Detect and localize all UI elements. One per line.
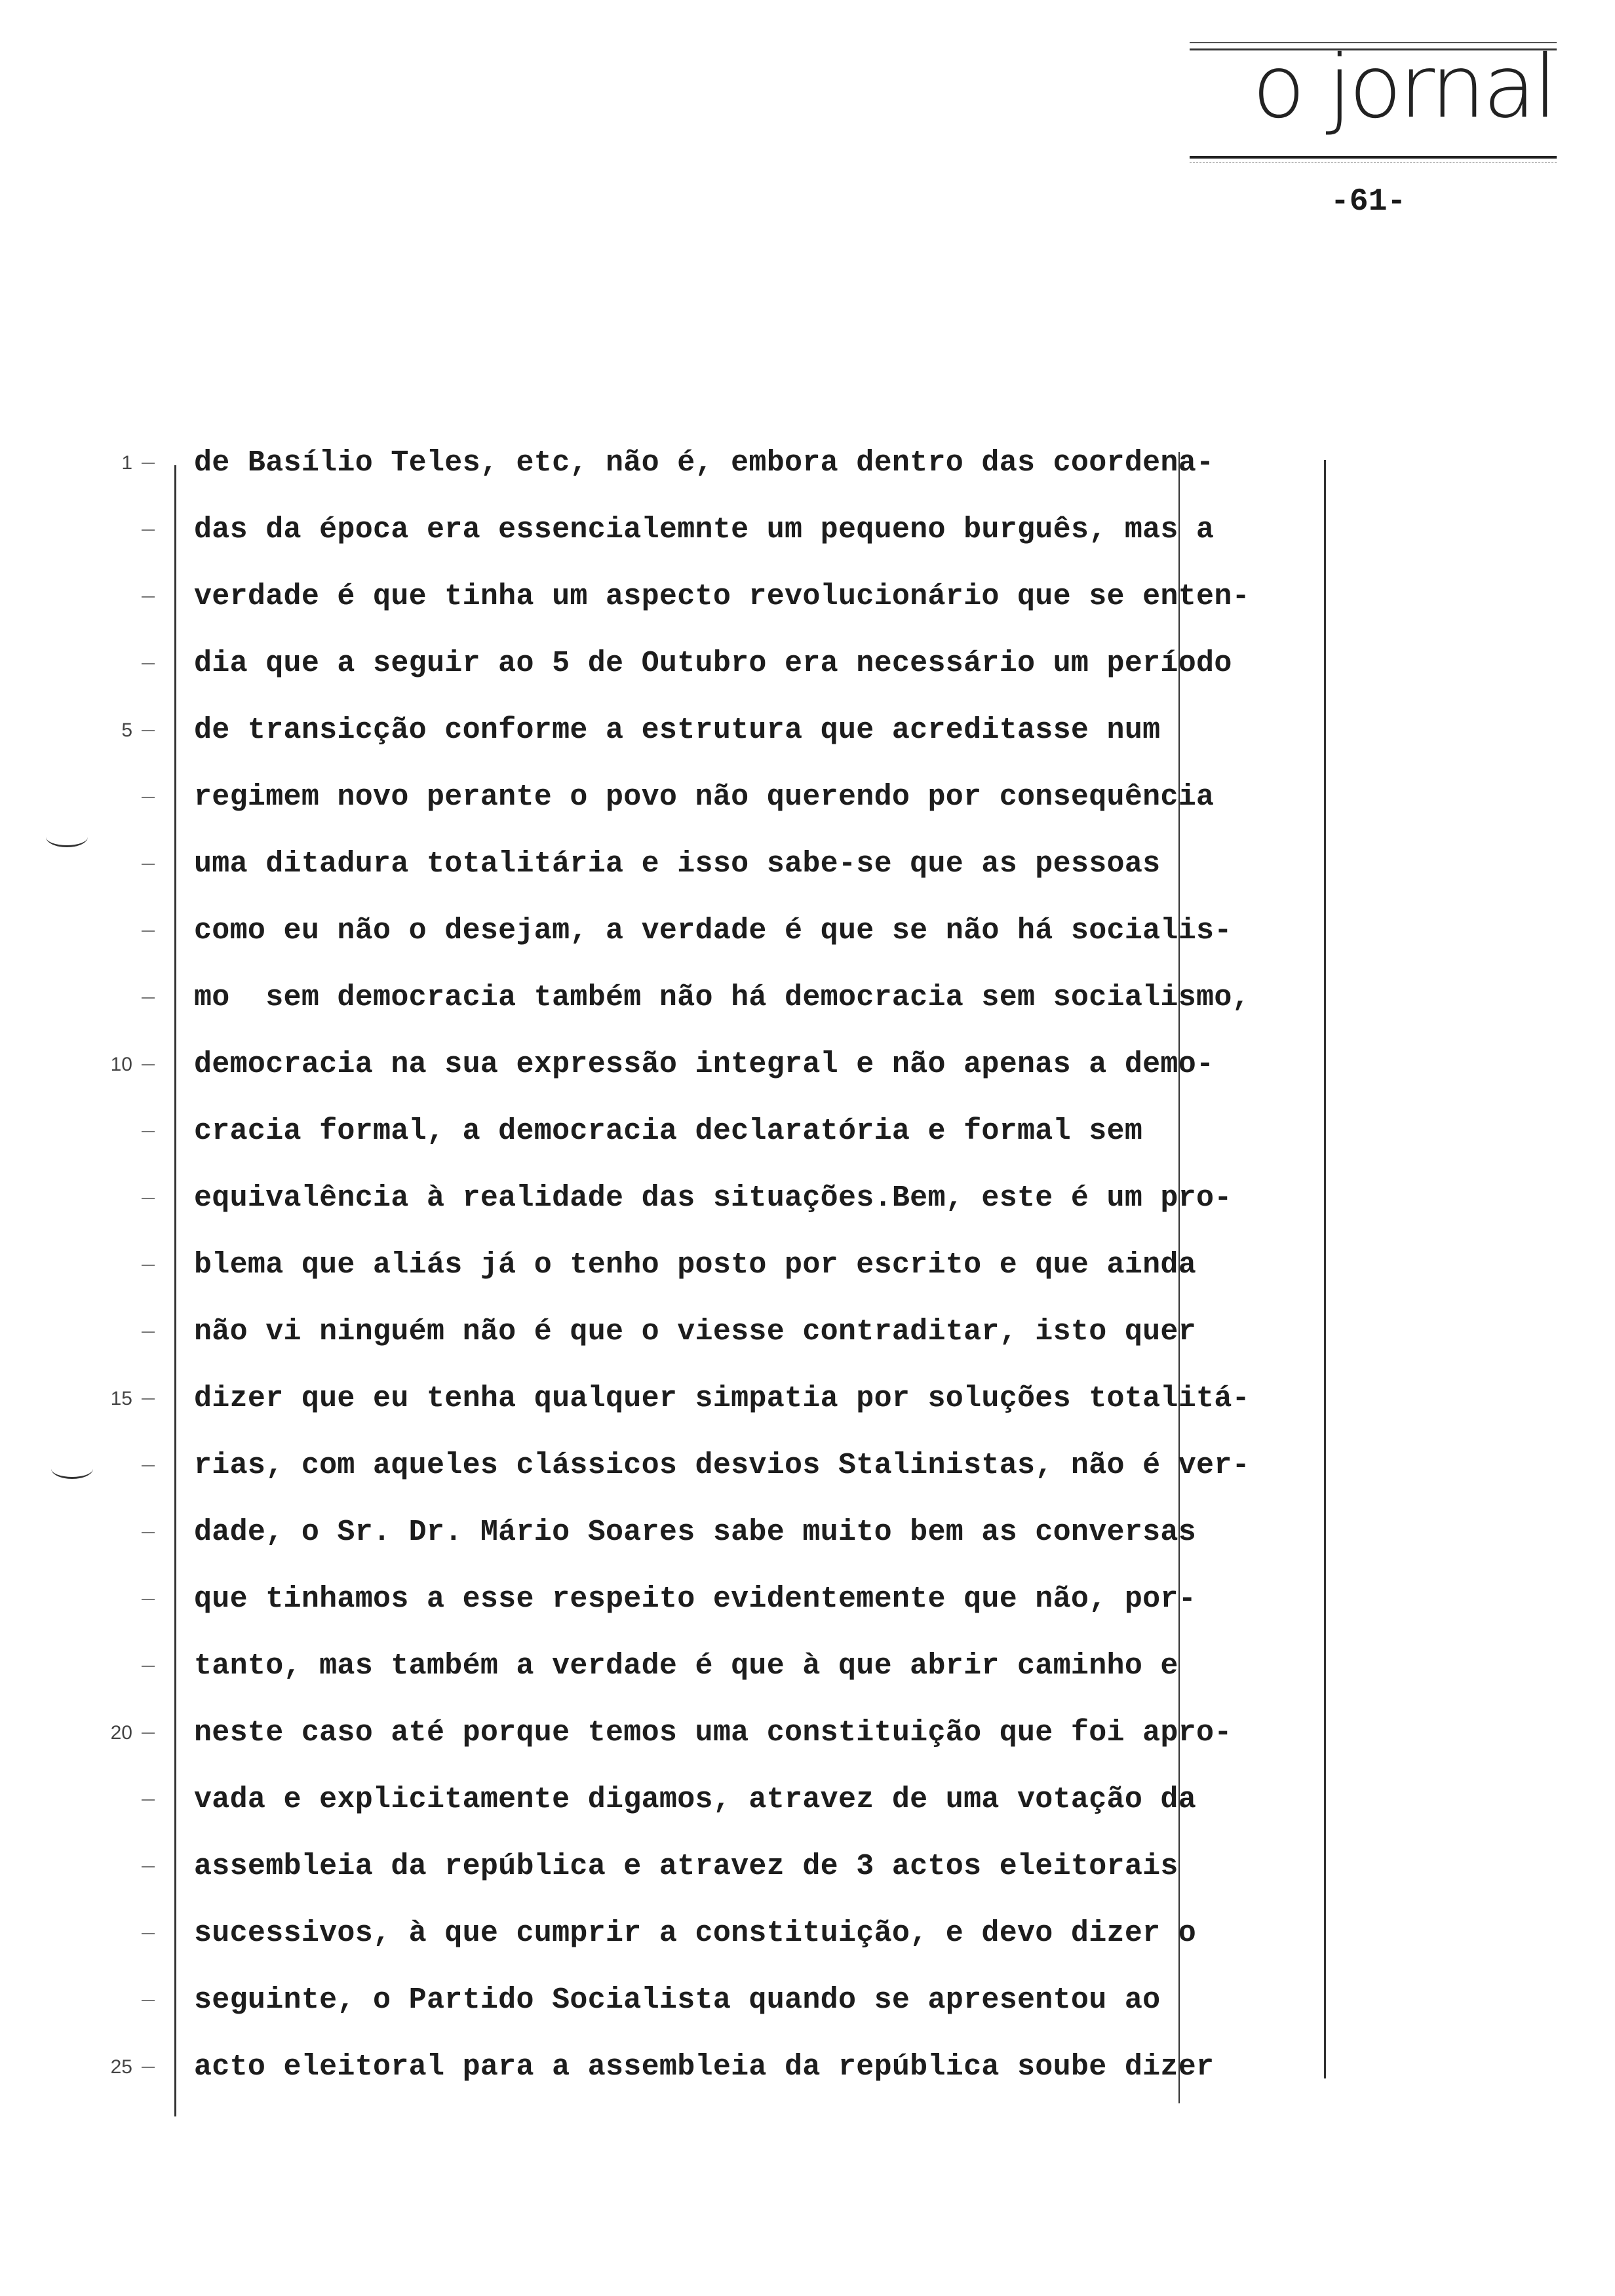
text-line: como eu não o desejam, a verdade é que se não há socialis-: [194, 914, 1232, 947]
line-tick: [142, 663, 155, 664]
line-tick: [142, 1064, 155, 1065]
line-number: 25: [110, 2056, 132, 2078]
line-number-marker: [0, 497, 155, 564]
text-line: cracia formal, a democracia declaratória e formal sem: [194, 1115, 1143, 1148]
brand-logo: o jornal: [1252, 37, 1555, 138]
line-tick: [142, 1198, 155, 1199]
text-line: mo sem democracia também não há democracia sem socialismo,: [194, 981, 1250, 1014]
line-tick: [142, 997, 155, 999]
line-tick: [142, 1732, 155, 1734]
line-tick: [142, 2000, 155, 2001]
line-number-marker: [0, 564, 155, 630]
line-tick: [142, 864, 155, 865]
line-number-marker: [0, 1700, 155, 1767]
text-line: equivalência à realidade das situações.Bem, este é um pro-: [194, 1181, 1232, 1215]
binding-mark: [46, 827, 88, 847]
line-number-marker: [0, 1767, 155, 1833]
line-number-marker: [0, 1098, 155, 1165]
text-line: dizer que eu tenha qualquer simpatia por soluções totalitá-: [194, 1382, 1250, 1415]
line-number: 15: [110, 1388, 132, 1409]
letterhead-rule-bottom: [1190, 156, 1557, 159]
line-number-marker: [0, 1366, 155, 1432]
line-tick: [142, 1398, 155, 1400]
line-tick: [142, 1866, 155, 1867]
text-line: neste caso até porque temos uma constituição que foi apro-: [194, 1716, 1232, 1750]
text-line: democracia na sua expressão integral e não apenas a demo-: [194, 1048, 1215, 1081]
line-number-marker: [0, 1900, 155, 1967]
line-number: 5: [121, 719, 132, 741]
line-tick: [142, 463, 155, 464]
text-line: sucessivos, à que cumprir a constituição, e devo dizer o: [194, 1917, 1197, 1950]
text-line: não vi ninguém não é que o viesse contraditar, isto quer: [194, 1315, 1197, 1349]
line-number-marker: [0, 1833, 155, 1900]
line-number: 10: [110, 1054, 132, 1075]
line-number-marker: [0, 430, 155, 497]
line-number: 20: [110, 1722, 132, 1744]
binding-mark: [51, 1459, 93, 1479]
text-line: rias, com aqueles clássicos desvios Stalinistas, não é ver-: [194, 1449, 1250, 1482]
text-line: assembleia da república e atravez de 3 actos eleitorais: [194, 1850, 1178, 1883]
line-number: 1: [121, 452, 132, 474]
line-number-marker: [0, 1967, 155, 2034]
text-line: tanto, mas também a verdade é que à que abrir caminho e: [194, 1649, 1178, 1683]
line-tick: [142, 1465, 155, 1466]
line-number-marker: [0, 764, 155, 831]
line-number-marker: [0, 1232, 155, 1299]
line-number-gutter: [0, 0, 170, 2296]
line-number-marker: [0, 1499, 155, 1566]
line-tick: [142, 1331, 155, 1333]
line-tick: [142, 1666, 155, 1667]
line-tick: [142, 529, 155, 531]
text-line: das da época era essencialemnte um pequeno burguês, mas a: [194, 513, 1215, 546]
line-number-marker: [0, 630, 155, 697]
line-number-marker: [0, 898, 155, 965]
line-number-marker: [0, 1299, 155, 1366]
line-number-marker: [0, 1566, 155, 1633]
left-margin-rule: [174, 465, 176, 2116]
line-number-marker: [0, 1031, 155, 1098]
line-tick: [142, 1933, 155, 1934]
text-line: dade, o Sr. Dr. Mário Soares sabe muito bem as conversas: [194, 1516, 1197, 1549]
text-line: acto eleitoral para a assembleia da república soube dizer: [194, 2050, 1215, 2084]
text-line: uma ditadura totalitária e isso sabe-se que as pessoas: [194, 847, 1161, 881]
page-number: -61-: [1331, 184, 1407, 220]
line-tick: [142, 730, 155, 731]
text-line: de transicção conforme a estrutura que acreditasse num: [194, 714, 1161, 747]
text-line: verdade é que tinha um aspecto revolucionário que se enten-: [194, 580, 1250, 613]
line-tick: [142, 1599, 155, 1600]
line-tick: [142, 1131, 155, 1132]
line-number-marker: [0, 2034, 155, 2101]
text-line: vada e explicitamente digamos, atravez de uma votação da: [194, 1783, 1197, 1816]
line-number-marker: [0, 697, 155, 764]
text-line: de Basílio Teles, etc, não é, embora dentro das coordena-: [194, 446, 1215, 480]
line-tick: [142, 2067, 155, 2068]
text-line: dia que a seguir ao 5 de Outubro era necessário um período: [194, 647, 1232, 680]
line-tick: [142, 1265, 155, 1266]
line-tick: [142, 596, 155, 598]
line-number-marker: [0, 1633, 155, 1700]
line-number-marker: [0, 965, 155, 1031]
text-line: seguinte, o Partido Socialista quando se apresentou ao: [194, 1983, 1161, 2017]
line-tick: [142, 1532, 155, 1533]
text-line: blema que aliás já o tenho posto por escrito e que ainda: [194, 1248, 1197, 1282]
body-text: [194, 430, 1420, 2101]
line-tick: [142, 930, 155, 932]
text-line: regimem novo perante o povo não querendo por consequência: [194, 780, 1215, 814]
line-tick: [142, 797, 155, 798]
line-number-marker: [0, 1165, 155, 1232]
line-tick: [142, 1799, 155, 1801]
text-line: que tinhamos a esse respeito evidentemente que não, por-: [194, 1582, 1197, 1616]
